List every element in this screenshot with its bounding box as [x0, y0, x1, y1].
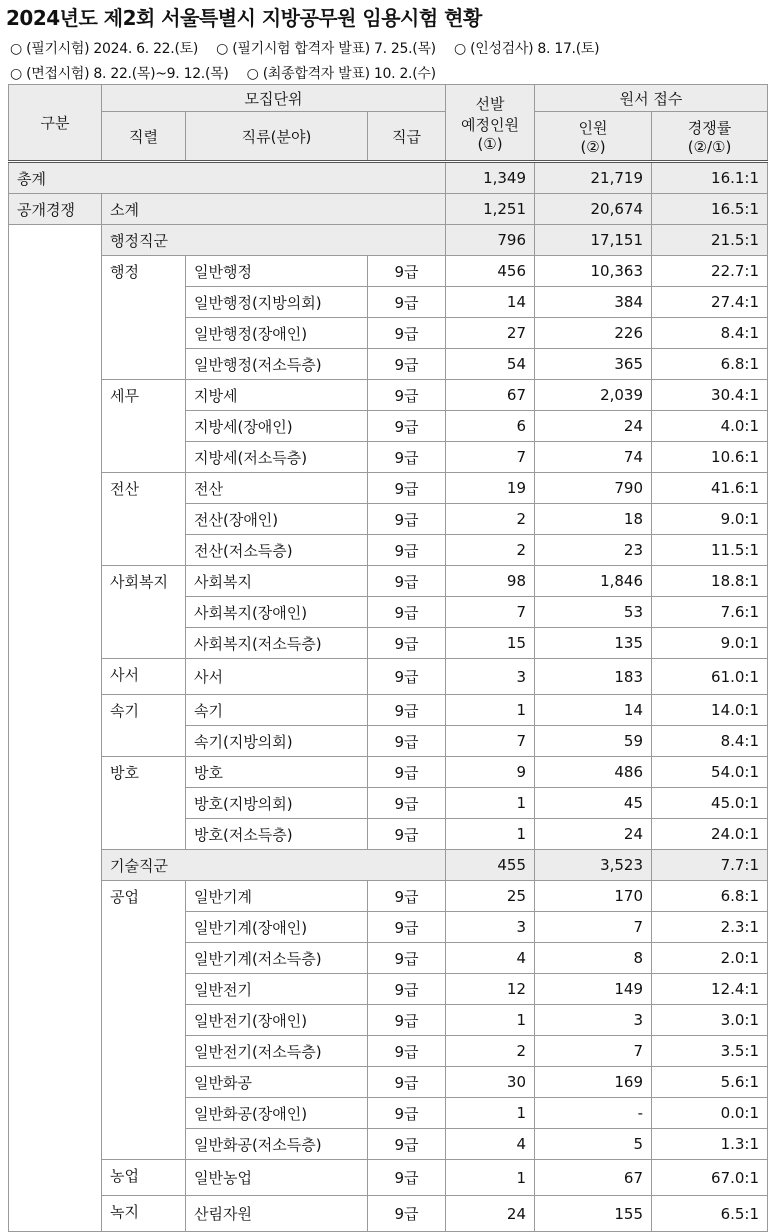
grade-cell: 9급 [368, 912, 446, 943]
rate-cell: 14.0:1 [652, 695, 768, 726]
open-competition-row [9, 194, 768, 225]
planned-cell: 2 [446, 504, 535, 535]
rate-cell: 22.7:1 [652, 256, 768, 287]
header-application: 원서 접수 [535, 85, 768, 112]
applicants-cell: 169 [535, 1067, 652, 1098]
schedule-aptitude-test: ○ (인성검사) 8. 17.(토) [454, 41, 600, 57]
branch-cell: 일반전기 [186, 974, 368, 1005]
planned-cell: 67 [446, 380, 535, 411]
branch-cell: 속기(지방의회) [186, 726, 368, 757]
header-applicants-line-1: 인원 [578, 118, 608, 137]
schedule-written-result: ○ (필기시험 합격자 발표) 7. 25.(목) [216, 41, 436, 57]
grade-cell: 9급 [368, 1005, 446, 1036]
applicants-cell: 45 [535, 788, 652, 819]
applicants-cell: 5 [535, 1129, 652, 1160]
rate-cell: 0.0:1 [652, 1098, 768, 1129]
grade-cell: 9급 [368, 597, 446, 628]
grade-cell: 9급 [368, 1036, 446, 1067]
header-rate-line-2: (②/①) [687, 137, 732, 156]
table-body [9, 162, 768, 1232]
grade-cell: 9급 [368, 726, 446, 757]
table-row [9, 659, 768, 695]
header-branch: 직류(분야) [186, 112, 368, 162]
applicants-cell: 7 [535, 1036, 652, 1067]
applicants-cell: 24 [535, 819, 652, 850]
branch-cell: 일반행정(장애인) [186, 318, 368, 349]
applicants-cell: 790 [535, 473, 652, 504]
grade-cell: 9급 [368, 380, 446, 411]
planned-cell: 27 [446, 318, 535, 349]
grade-cell: 9급 [368, 504, 446, 535]
total-planned: 1,349 [446, 162, 535, 194]
branch-cell: 일반기계 [186, 881, 368, 912]
header-applicants-line-2: (②) [580, 137, 606, 156]
planned-cell: 1 [446, 788, 535, 819]
branch-cell: 일반전기(저소득층) [186, 1036, 368, 1067]
planned-cell: 4 [446, 1129, 535, 1160]
branch-cell: 사회복지(저소득층) [186, 628, 368, 659]
header-applicants [535, 112, 652, 162]
header-series: 직렬 [102, 112, 186, 162]
rate-cell: 18.8:1 [652, 566, 768, 597]
group-applicants: 17,151 [535, 225, 652, 256]
total-rate: 16.1:1 [652, 162, 768, 194]
open-label: 공개경쟁 [9, 194, 102, 225]
applicants-cell: 14 [535, 695, 652, 726]
planned-cell: 3 [446, 912, 535, 943]
rate-cell: 9.0:1 [652, 628, 768, 659]
planned-cell: 25 [446, 881, 535, 912]
header-rate-line-1: 경쟁률 [687, 118, 732, 137]
branch-cell: 일반화공 [186, 1067, 368, 1098]
planned-cell: 30 [446, 1067, 535, 1098]
branch-cell: 방호 [186, 757, 368, 788]
table-row [9, 695, 768, 726]
table-row [9, 380, 768, 411]
grade-cell: 9급 [368, 881, 446, 912]
planned-cell: 1 [446, 1098, 535, 1129]
rate-cell: 5.6:1 [652, 1067, 768, 1098]
rate-cell: 9.0:1 [652, 504, 768, 535]
grade-cell: 9급 [368, 659, 446, 695]
grade-cell: 9급 [368, 256, 446, 287]
grade-cell: 9급 [368, 566, 446, 597]
rate-cell: 30.4:1 [652, 380, 768, 411]
applicants-cell: 486 [535, 757, 652, 788]
table-row [9, 1160, 768, 1196]
grade-cell: 9급 [368, 788, 446, 819]
series-name: 사서 [102, 659, 186, 695]
branch-cell: 지방세(저소득층) [186, 442, 368, 473]
series-name: 방호 [102, 757, 186, 850]
open-applicants: 20,674 [535, 194, 652, 225]
grade-cell: 9급 [368, 1129, 446, 1160]
applicants-cell: 8 [535, 943, 652, 974]
rate-cell: 61.0:1 [652, 659, 768, 695]
branch-cell: 지방세(장애인) [186, 411, 368, 442]
schedule-written-exam: ○ (필기시험) 2024. 6. 22.(토) [10, 41, 198, 57]
rate-cell: 6.5:1 [652, 1196, 768, 1232]
planned-cell: 14 [446, 287, 535, 318]
branch-cell: 일반기계(장애인) [186, 912, 368, 943]
branch-cell: 일반행정(지방의회) [186, 287, 368, 318]
branch-cell: 속기 [186, 695, 368, 726]
rate-cell: 67.0:1 [652, 1160, 768, 1196]
applicants-cell: - [535, 1098, 652, 1129]
applicants-cell: 24 [535, 411, 652, 442]
branch-cell: 일반농업 [186, 1160, 368, 1196]
applicants-cell: 2,039 [535, 380, 652, 411]
grade-cell: 9급 [368, 287, 446, 318]
open-rate: 16.5:1 [652, 194, 768, 225]
planned-cell: 7 [446, 442, 535, 473]
branch-cell: 방호(지방의회) [186, 788, 368, 819]
header-grade: 직급 [368, 112, 446, 162]
branch-cell: 전산(저소득층) [186, 535, 368, 566]
planned-cell: 1 [446, 819, 535, 850]
group-name: 행정직군 [102, 225, 446, 256]
open-subtotal-label: 소계 [102, 194, 446, 225]
rate-cell: 12.4:1 [652, 974, 768, 1005]
header-recruit-unit: 모집단위 [102, 85, 446, 112]
group-applicants: 3,523 [535, 850, 652, 881]
applicants-cell: 3 [535, 1005, 652, 1036]
header-planned-line-3: (①) [477, 134, 503, 153]
series-name: 속기 [102, 695, 186, 757]
applicants-cell: 23 [535, 535, 652, 566]
series-name: 세무 [102, 380, 186, 473]
applicants-cell: 365 [535, 349, 652, 380]
planned-cell: 12 [446, 974, 535, 1005]
applicants-cell: 149 [535, 974, 652, 1005]
grade-cell: 9급 [368, 1160, 446, 1196]
planned-cell: 7 [446, 597, 535, 628]
planned-cell: 1 [446, 1160, 535, 1196]
applicants-cell: 155 [535, 1196, 652, 1232]
branch-cell: 사회복지 [186, 566, 368, 597]
grade-cell: 9급 [368, 411, 446, 442]
applicants-cell: 170 [535, 881, 652, 912]
branch-cell: 일반행정(저소득층) [186, 349, 368, 380]
table-row [9, 757, 768, 788]
table-row [9, 256, 768, 287]
header-gubun: 구분 [9, 85, 102, 162]
applicants-cell: 7 [535, 912, 652, 943]
applicants-cell: 74 [535, 442, 652, 473]
branch-cell: 산림자원 [186, 1196, 368, 1232]
rate-cell: 6.8:1 [652, 349, 768, 380]
table-header [9, 85, 768, 162]
applicants-cell: 67 [535, 1160, 652, 1196]
planned-cell: 1 [446, 1005, 535, 1036]
grade-cell: 9급 [368, 819, 446, 850]
rate-cell: 27.4:1 [652, 287, 768, 318]
schedule-line-1 [10, 38, 613, 58]
branch-cell: 사회복지(장애인) [186, 597, 368, 628]
blank-gubun-cell [9, 225, 102, 1232]
schedule-final-result: ○ (최종합격자 발표) 10. 2.(수) [246, 66, 436, 82]
planned-cell: 19 [446, 473, 535, 504]
applicants-cell: 1,846 [535, 566, 652, 597]
branch-cell: 일반행정 [186, 256, 368, 287]
rate-cell: 4.0:1 [652, 411, 768, 442]
header-rate [652, 112, 768, 162]
grade-cell: 9급 [368, 757, 446, 788]
grade-cell: 9급 [368, 473, 446, 504]
branch-cell: 일반전기(장애인) [186, 1005, 368, 1036]
planned-cell: 6 [446, 411, 535, 442]
grade-cell: 9급 [368, 442, 446, 473]
branch-cell: 일반화공(저소득층) [186, 1129, 368, 1160]
planned-cell: 456 [446, 256, 535, 287]
rate-cell: 24.0:1 [652, 819, 768, 850]
grade-cell: 9급 [368, 628, 446, 659]
rate-cell: 8.4:1 [652, 726, 768, 757]
series-name: 공업 [102, 881, 186, 1160]
grade-cell: 9급 [368, 349, 446, 380]
rate-cell: 11.5:1 [652, 535, 768, 566]
planned-cell: 54 [446, 349, 535, 380]
total-row [9, 162, 768, 194]
planned-cell: 15 [446, 628, 535, 659]
schedule-line-2 [10, 63, 450, 83]
header-planned-line-2: 예정인원 [461, 115, 519, 134]
applicants-cell: 384 [535, 287, 652, 318]
branch-cell: 일반화공(장애인) [186, 1098, 368, 1129]
branch-cell: 일반기계(저소득층) [186, 943, 368, 974]
schedule-interview: ○ (면접시험) 8. 22.(목)~9. 12.(목) [10, 66, 229, 82]
total-label: 총계 [9, 162, 446, 194]
grade-cell: 9급 [368, 535, 446, 566]
branch-cell: 지방세 [186, 380, 368, 411]
grade-cell: 9급 [368, 695, 446, 726]
applicants-cell: 53 [535, 597, 652, 628]
planned-cell: 7 [446, 726, 535, 757]
open-planned: 1,251 [446, 194, 535, 225]
grade-cell: 9급 [368, 1196, 446, 1232]
group-subtotal-row [9, 850, 768, 881]
rate-cell: 3.5:1 [652, 1036, 768, 1067]
applicants-cell: 135 [535, 628, 652, 659]
group-planned: 455 [446, 850, 535, 881]
planned-cell: 1 [446, 695, 535, 726]
applicants-cell: 10,363 [535, 256, 652, 287]
page-title: 2024년도 제2회 서울특별시 지방공무원 임용시험 현황 [6, 6, 482, 30]
rate-cell: 7.6:1 [652, 597, 768, 628]
planned-cell: 2 [446, 535, 535, 566]
rate-cell: 10.6:1 [652, 442, 768, 473]
applicants-cell: 226 [535, 318, 652, 349]
grade-cell: 9급 [368, 318, 446, 349]
planned-cell: 2 [446, 1036, 535, 1067]
group-rate: 21.5:1 [652, 225, 768, 256]
table-row [9, 881, 768, 912]
planned-cell: 4 [446, 943, 535, 974]
branch-cell: 전산(장애인) [186, 504, 368, 535]
applicants-cell: 183 [535, 659, 652, 695]
group-subtotal-row [9, 225, 768, 256]
series-name: 행정 [102, 256, 186, 380]
series-name: 녹지 [102, 1196, 186, 1232]
series-name: 전산 [102, 473, 186, 566]
rate-cell: 8.4:1 [652, 318, 768, 349]
branch-cell: 방호(저소득층) [186, 819, 368, 850]
branch-cell: 사서 [186, 659, 368, 695]
planned-cell: 98 [446, 566, 535, 597]
table-row [9, 566, 768, 597]
exam-status-table [8, 84, 768, 1232]
rate-cell: 41.6:1 [652, 473, 768, 504]
rate-cell: 1.3:1 [652, 1129, 768, 1160]
planned-cell: 9 [446, 757, 535, 788]
planned-cell: 24 [446, 1196, 535, 1232]
grade-cell: 9급 [368, 1067, 446, 1098]
grade-cell: 9급 [368, 974, 446, 1005]
grade-cell: 9급 [368, 1098, 446, 1129]
header-planned-line-1: 선발 [475, 94, 505, 113]
group-planned: 796 [446, 225, 535, 256]
rate-cell: 2.0:1 [652, 943, 768, 974]
header-planned [446, 85, 535, 162]
rate-cell: 45.0:1 [652, 788, 768, 819]
grade-cell: 9급 [368, 943, 446, 974]
rate-cell: 2.3:1 [652, 912, 768, 943]
group-name: 기술직군 [102, 850, 446, 881]
rate-cell: 54.0:1 [652, 757, 768, 788]
group-rate: 7.7:1 [652, 850, 768, 881]
table-row [9, 473, 768, 504]
applicants-cell: 18 [535, 504, 652, 535]
rate-cell: 3.0:1 [652, 1005, 768, 1036]
series-name: 사회복지 [102, 566, 186, 659]
rate-cell: 6.8:1 [652, 881, 768, 912]
series-name: 농업 [102, 1160, 186, 1196]
branch-cell: 전산 [186, 473, 368, 504]
table-row [9, 1196, 768, 1232]
applicants-cell: 59 [535, 726, 652, 757]
planned-cell: 3 [446, 659, 535, 695]
total-applicants: 21,719 [535, 162, 652, 194]
